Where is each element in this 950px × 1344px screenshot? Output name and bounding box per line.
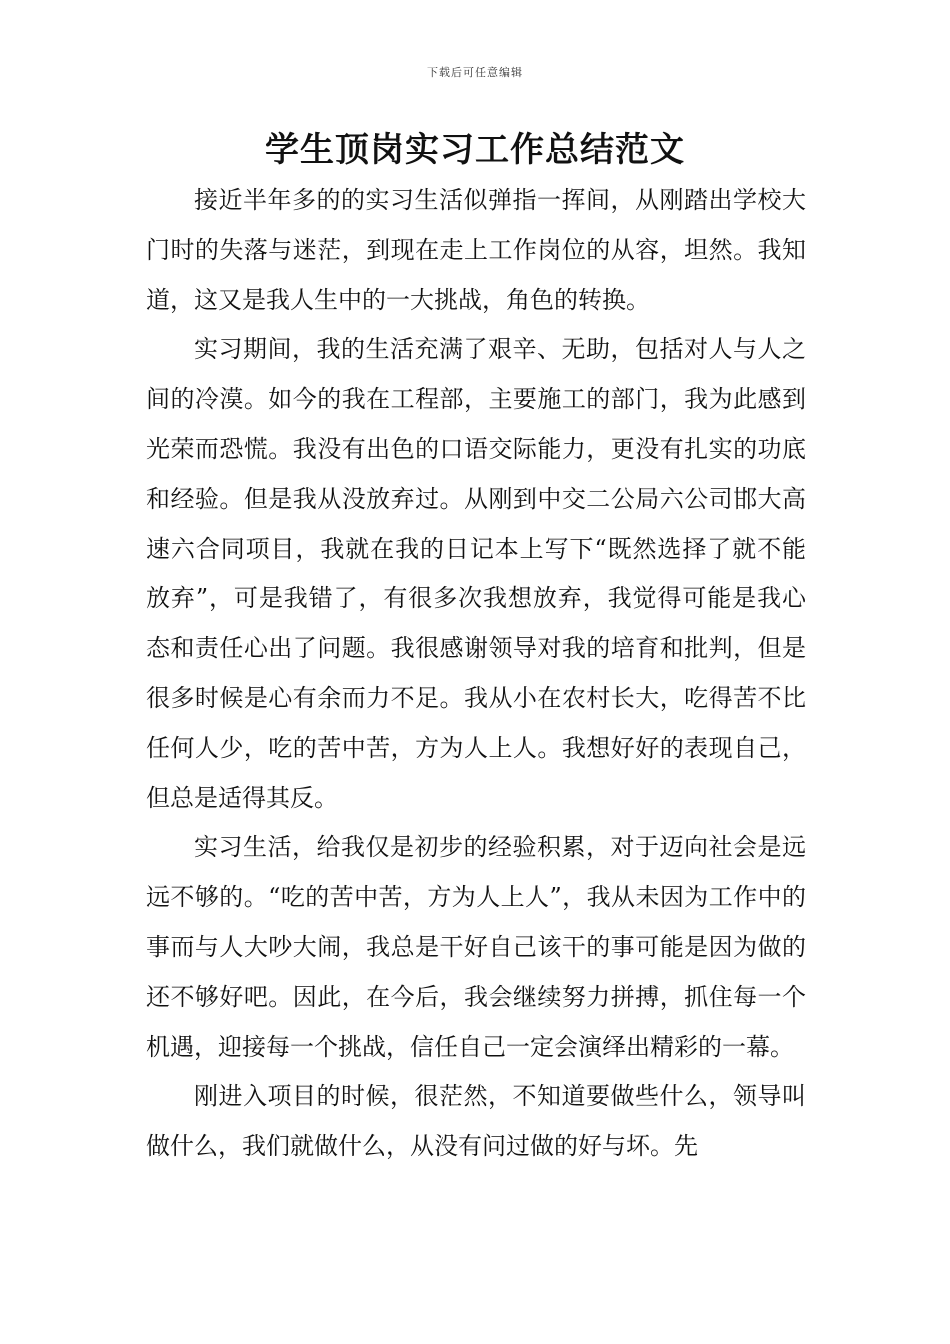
paragraph-3: 实习生活，给我仅是初步的经验积累，对于迈向社会是远远不够的。“吃的苦中苦，方为人上人”，我从未因为工作中的事而与人大吵大闹，我总是干好自己该干的事可能是因为做的还不够好吧。因此，在今后，我会继续努力拼搏，抓住每一个机遇，迎接每一个挑战，信任自己一定会演绎出精彩的一幕。 [146,833,806,1061]
paragraph-4: 刚进入项目的时候，很茫然，不知道要做些什么，领导叫做什么，我们就做什么，从没有问过做的好与坏。先 [146,1082,806,1161]
header-note: 下载后可任意编辑 [427,66,523,79]
document-body [146,176,806,1172]
paragraph-2: 实习期间，我的生活充满了艰辛、无助，包括对人与人之间的冷漠。如今的我在工程部，主要施工的部门，我为此感到光荣而恐慌。我没有出色的口语交际能力，更没有扎实的功底和经验。但是我从没放弃过。从刚到中交二公局六公司邯大高速六合同项目，我就在我的日记本上写下“既然选择了就不能放弃”，可是我错了，有很多次我想放弃，我觉得可能是我心态和责任心出了问题。我很感谢领导对我的培育和批判，但是很多时候是心有余而力不足。我从小在农村长大，吃得苦不比任何人少，吃的苦中苦，方为人上人。我想好好的表现自己，但总是适得其反。 [146,335,806,812]
document-title: 学生顶岗实习工作总结范文 [265,130,685,170]
paragraph-1: 接近半年多的的实习生活似弹指一挥间，从刚踏出学校大门时的失落与迷茫，到现在走上工作岗位的从容，坦然。我知道，这又是我人生中的一大挑战，角色的转换。 [146,186,806,314]
